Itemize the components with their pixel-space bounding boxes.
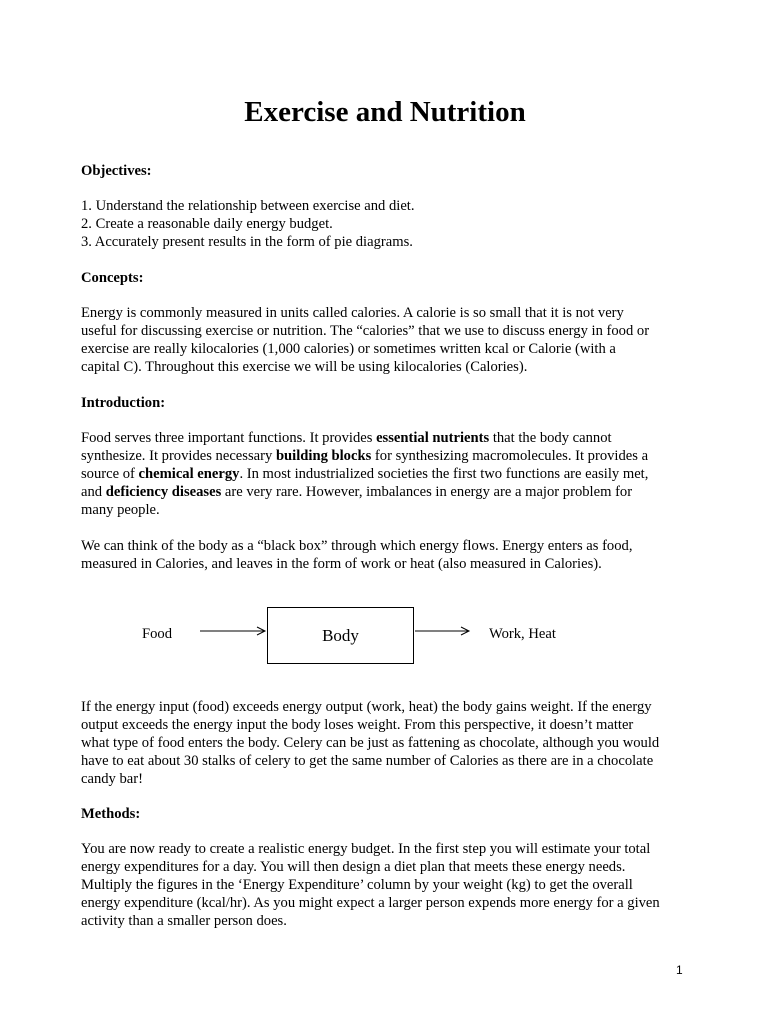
concepts-section (81, 269, 691, 287)
body-label: Body (322, 625, 359, 645)
paragraph-line: what type of food enters the body. Celery can be just as fattening as chocolate, although you would (81, 735, 660, 751)
term-chemical-energy: chemical energy (138, 466, 240, 482)
paragraph-line: exercise are really kilocalories (1,000 calories) or sometimes written kcal or Calorie (with a (81, 341, 616, 357)
paragraph-line: You are now ready to create a realistic energy budget. In the first step you will estimate your total (81, 841, 651, 857)
paragraph-line: source of chemical energy. In most industrialized societies the first two functions are easily met, (81, 466, 649, 482)
paragraph-line: energy expenditures for a day. You will then design a diet plan that meets these energy needs. (81, 859, 626, 875)
paragraph-line: output exceeds the energy input the body loses weight. From this perspective, it doesn’t matter (81, 717, 634, 733)
concepts-heading: Concepts: (81, 270, 144, 286)
paragraph-line: have to eat about 30 stalks of celery to get the same number of Calories as there are in a chocolate (81, 753, 654, 769)
paragraph-line: useful for discussing exercise or nutrition. The “calories” that we use to discuss energy in food or (81, 323, 650, 339)
objectives-heading: Objectives: (81, 163, 152, 179)
paragraph-line: capital C). Throughout this exercise we will be using kilocalories (Calories). (81, 359, 528, 375)
paragraph-line: many people. (81, 502, 160, 518)
introduction-section (81, 394, 691, 412)
term-building-blocks: building blocks (275, 448, 372, 464)
concepts-paragraph (81, 304, 691, 376)
objectives-section (81, 162, 691, 180)
food-arrow-icon (200, 627, 265, 635)
term-essential-nutrients: essential nutrients (376, 430, 490, 446)
term-deficiency-diseases: deficiency diseases (105, 484, 222, 500)
paragraph-line: and deficiency diseases are very rare. However, imbalances in energy are a major problem for (81, 484, 633, 500)
introduction-paragraph (81, 429, 691, 519)
work-heat-label: Work, Heat (489, 626, 556, 642)
methods-paragraph (81, 840, 691, 930)
output-arrow-icon (415, 627, 469, 635)
paragraph-line: We can think of the body as a “black box” through which energy flows. Energy enters as food, (81, 538, 633, 554)
paragraph-line: energy expenditure (kcal/hr). As you might expect a larger person expends more energy for a given (81, 895, 660, 911)
methods-heading: Methods: (81, 806, 141, 822)
paragraph-line: activity than a smaller person does. (81, 913, 287, 929)
page-title: Exercise and Nutrition (244, 96, 526, 128)
methods-section (81, 805, 691, 823)
weight-paragraph (81, 698, 691, 788)
page-number: 1 (676, 963, 683, 977)
body-box (267, 607, 414, 664)
introduction-heading: Introduction: (81, 395, 166, 411)
paragraph-line: Food serves three important functions. It provides essential nutrients that the body cannot (81, 430, 612, 446)
paragraph-line: If the energy input (food) exceeds energy output (work, heat) the body gains weight. If the energy (81, 699, 652, 715)
food-label: Food (142, 626, 173, 642)
objective-item: 1. Understand the relationship between exercise and diet. (81, 198, 415, 214)
paragraph-line: synthesize. It provides necessary building blocks for synthesizing macromolecules. It provides a (81, 448, 649, 464)
black-box-paragraph (81, 537, 691, 573)
objective-item: 3. Accurately present results in the form of pie diagrams. (81, 234, 413, 250)
paragraph-line: Multiply the figures in the ‘Energy Expenditure’ column by your weight (kg) to get the overall (81, 877, 633, 893)
objective-item: 2. Create a reasonable daily energy budget. (81, 216, 333, 232)
objectives-list (81, 197, 691, 251)
energy-flow-diagram (0, 600, 770, 670)
paragraph-line: Energy is commonly measured in units called calories. A calorie is so small that it is not very (81, 305, 624, 321)
paragraph-line: measured in Calories, and leaves in the form of work or heat (also measured in Calories). (81, 556, 602, 572)
paragraph-line: candy bar! (81, 771, 143, 787)
